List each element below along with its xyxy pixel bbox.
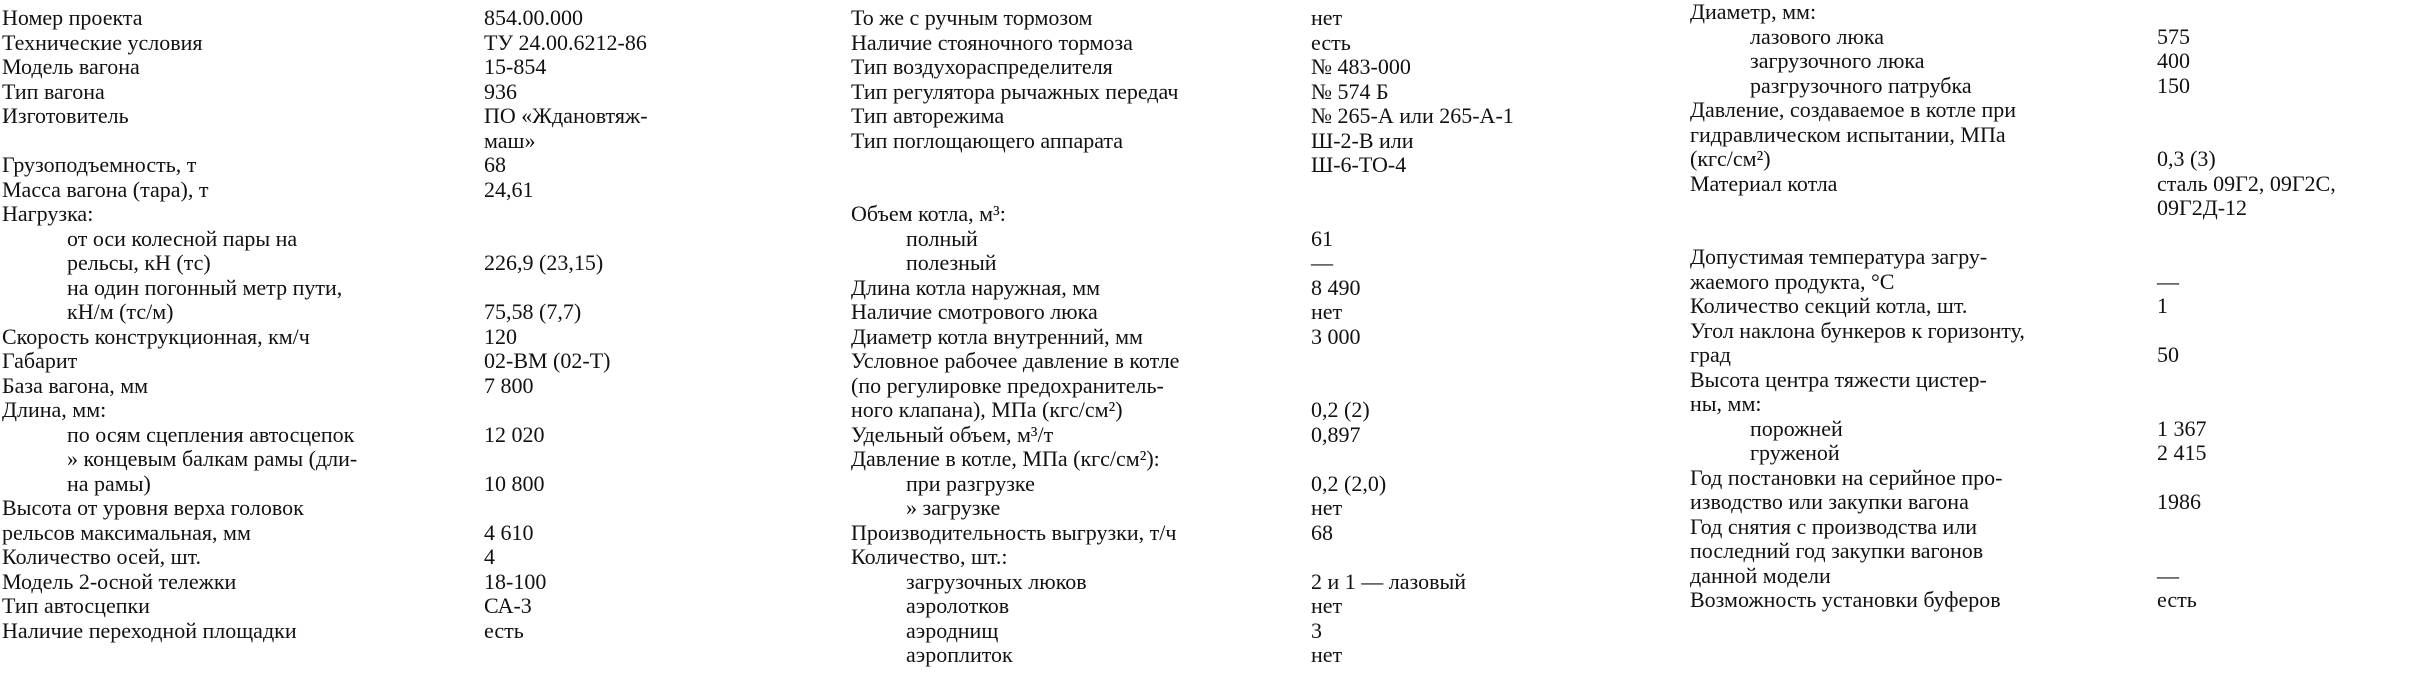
spec-label: Количество секций котла, шт. (1690, 293, 1968, 318)
spec-label: Возможность установки буферов (1690, 587, 2001, 612)
spec-row (851, 398, 1591, 422)
spec-value: нет (1311, 495, 1343, 520)
spec-label: Наличие смотрового люка (851, 299, 1098, 324)
spec-row (851, 447, 1591, 471)
spec-row (851, 521, 1591, 545)
spec-row (1690, 564, 2430, 588)
spec-row (851, 545, 1591, 569)
spec-row (1690, 417, 2430, 441)
spec-row (851, 276, 1591, 300)
spec-row (2, 472, 702, 496)
spec-label: Грузоподъемность, т (2, 152, 197, 177)
spec-row (851, 6, 1591, 30)
spec-row (2, 619, 702, 643)
spec-row (851, 619, 1591, 643)
spec-value: 75,58 (7,7) (484, 299, 582, 324)
spec-row (1690, 196, 2430, 220)
spec-value: 1 367 (2157, 415, 2207, 441)
spec-label: разгрузочного патрубка (1750, 72, 1972, 98)
spec-label: Модель 2-осной тележки (2, 568, 237, 594)
spec-row (851, 374, 1591, 398)
spec-row (1690, 74, 2430, 98)
spec-row (2, 398, 702, 422)
spec-row (851, 496, 1591, 520)
spec-row (1690, 368, 2430, 392)
spec-label: полный (906, 225, 978, 251)
spec-column-2 (851, 0, 1591, 697)
spec-row (2, 227, 702, 251)
spec-row (1690, 515, 2430, 539)
spec-label: Год снятия с производства или (1690, 513, 1978, 539)
spec-value: 7 800 (484, 372, 534, 398)
spec-column-3 (1690, 0, 2430, 697)
spec-row (2, 178, 702, 202)
spec-value: 936 (484, 78, 517, 104)
spec-label: Диаметр, мм: (1690, 0, 1817, 24)
spec-row (2, 570, 702, 594)
spec-value: 2 и 1 — лазовый (1311, 568, 1467, 594)
spec-row (851, 643, 1591, 667)
spec-value: 10 800 (484, 470, 545, 496)
spec-label: » концевым балкам рамы (дли- (67, 446, 358, 471)
spec-label: кН/м (тс/м) (67, 299, 174, 324)
spec-row (1690, 319, 2430, 343)
spec-label: при разгрузке (906, 470, 1035, 496)
spec-label: Диаметр котла внутренний, мм (851, 323, 1143, 349)
spec-row (2, 521, 702, 545)
spec-value: 02-ВМ (02-Т) (484, 348, 611, 373)
spec-label: Тип автосцепки (2, 593, 150, 618)
spec-label: жаемого продукта, °С (1690, 268, 1895, 294)
spec-row (2, 202, 702, 226)
spec-label: Наличие переходной площадки (2, 617, 297, 643)
spec-value: 0,3 (3) (2157, 146, 2216, 171)
spec-value: есть (484, 617, 524, 643)
spec-label: Масса вагона (тара), т (2, 176, 209, 202)
spec-value: 1 (2157, 293, 2168, 318)
spec-row (1690, 270, 2430, 294)
spec-label: Скорость конструкционная, км/ч (2, 323, 310, 349)
spec-label: Модель вагона (2, 54, 140, 79)
spec-row (1690, 539, 2430, 563)
spec-value: СА-3 (484, 593, 532, 618)
spec-label: Длина котла наружная, мм (851, 274, 1101, 300)
spec-row (851, 55, 1591, 79)
spec-label: полезный (906, 250, 997, 275)
spec-label: (кгс/см²) (1690, 146, 1771, 171)
spec-row (851, 129, 1591, 153)
spec-value: 24,61 (484, 176, 534, 202)
spec-label: То же с ручным тормозом (851, 5, 1093, 30)
spec-value: 400 (2157, 48, 2190, 73)
spec-row (851, 325, 1591, 349)
spec-value: Ш-2-В или (1311, 127, 1414, 153)
spec-row (851, 570, 1591, 594)
spec-label: Тип воздухораспределителя (851, 54, 1113, 79)
spec-value: Ш-6-ТО-4 (1311, 152, 1407, 177)
spec-label: Объем котла, м³: (851, 201, 1006, 226)
spec-row (1690, 294, 2430, 318)
spec-value: нет (1311, 593, 1343, 618)
spec-row (2, 496, 702, 520)
spec-value: 61 (1311, 225, 1333, 251)
spec-label: рельсов максимальная, мм (2, 519, 251, 545)
spec-label: лазового люка (1750, 23, 1885, 49)
spec-row (1690, 466, 2430, 490)
spec-value: 15-854 (484, 54, 547, 79)
spec-value: 120 (484, 323, 517, 349)
spec-label: Производительность выгрузки, т/ч (851, 519, 1177, 545)
spec-label: ного клапана), МПа (кгс/см²) (851, 397, 1123, 422)
spec-value: 2 415 (2157, 440, 2207, 465)
spec-value: 09Г2Д-12 (2157, 195, 2248, 220)
spec-value: ТУ 24.00.6212-86 (484, 29, 647, 55)
spec-row (1690, 123, 2430, 147)
spec-row (851, 472, 1591, 496)
spec-row (851, 202, 1591, 226)
spec-row (851, 80, 1591, 104)
spec-label: Давление в котле, МПа (кгс/см²): (851, 446, 1160, 471)
spec-value: 150 (2157, 72, 2190, 98)
spec-value: маш» (484, 127, 536, 153)
spec-label: от оси колесной пары на (67, 225, 298, 251)
spec-value: 68 (1311, 519, 1333, 545)
spec-label: База вагона, мм (2, 372, 149, 398)
spec-row (851, 349, 1591, 373)
spec-label: Количество осей, шт. (2, 544, 202, 569)
spec-value: — (2157, 268, 2179, 294)
spec-value: 575 (2157, 23, 2190, 49)
spec-label: гидравлическом испытании, МПа (1690, 121, 2006, 147)
spec-label: Высота от уровня верха головок (2, 495, 304, 520)
spec-value: № 574 Б (1311, 78, 1389, 104)
spec-row (2, 447, 702, 471)
spec-value: 3 000 (1311, 323, 1361, 349)
spec-label: порожней (1750, 415, 1843, 441)
spec-label: на рамы) (67, 470, 151, 496)
spec-label: Номер проекта (2, 5, 143, 30)
spec-row (2, 374, 702, 398)
spec-value: сталь 09Г2, 09Г2С, (2157, 170, 2336, 196)
spec-row (2, 104, 702, 128)
spec-row (1690, 0, 2430, 24)
spec-label: груженой (1750, 440, 1840, 465)
spec-value: 12 020 (484, 421, 545, 447)
spec-label: Удельный объем, м³/т (851, 421, 1054, 447)
spec-label: Количество, шт.: (851, 544, 1008, 569)
spec-row (1690, 588, 2430, 612)
spec-row (2, 153, 702, 177)
spec-row (1690, 147, 2430, 171)
spec-label: Допустимая температура загру- (1690, 244, 1988, 269)
spec-value: 8 490 (1311, 274, 1361, 300)
spec-label: Условное рабочее давление в котле (851, 348, 1180, 373)
spec-row (1690, 98, 2430, 122)
spec-label: данной модели (1690, 562, 1831, 588)
spec-row (851, 31, 1591, 55)
spec-label: по осям сцепления автосцепок (67, 421, 355, 447)
spec-value: 1986 (2157, 489, 2201, 514)
spec-row (851, 300, 1591, 324)
spec-label: град (1690, 342, 1731, 367)
spec-label: аэролотков (906, 593, 1010, 618)
spec-column-1 (2, 0, 702, 697)
spec-value: 68 (484, 152, 506, 177)
spec-label: Высота центра тяжести цистер- (1690, 366, 1987, 392)
spec-label: Материал котла (1690, 170, 1838, 196)
spec-value: № 265-А или 265-А-1 (1311, 103, 1514, 128)
spec-label: последний год закупки вагонов (1690, 538, 1984, 563)
spec-row (851, 178, 1591, 202)
spec-row (1690, 172, 2430, 196)
spec-label: » загрузке (906, 495, 1001, 520)
spec-row (1690, 49, 2430, 73)
spec-row (2, 6, 702, 30)
spec-value: 854.00.000 (484, 5, 583, 30)
spec-row (2, 594, 702, 618)
spec-label: Габарит (2, 348, 78, 373)
spec-row (1690, 343, 2430, 367)
spec-row (851, 251, 1591, 275)
spec-row (2, 545, 702, 569)
spec-row (2, 129, 702, 153)
spec-label: загрузочного люка (1750, 48, 1925, 73)
spec-value: 0,2 (2) (1311, 397, 1370, 422)
spec-value: есть (2157, 587, 2197, 612)
spec-value: 18-100 (484, 568, 547, 594)
spec-label: Изготовитель (2, 103, 129, 128)
spec-label: Технические условия (2, 29, 203, 55)
spec-row (851, 104, 1591, 128)
spec-label: Угол наклона бункеров к горизонту, (1690, 317, 2025, 343)
spec-value: 0,2 (2,0) (1311, 470, 1387, 496)
spec-value: № 483-000 (1311, 54, 1411, 79)
spec-row (1690, 441, 2430, 465)
spec-row (2, 325, 702, 349)
spec-label: на один погонный метр пути, (67, 274, 343, 300)
spec-label: Тип регулятора рычажных передач (851, 78, 1179, 104)
spec-value: 0,897 (1311, 421, 1361, 447)
spec-row (1690, 25, 2430, 49)
spec-label: Давление, создаваемое в котле при (1690, 97, 2017, 122)
spec-row (1690, 221, 2430, 245)
spec-row (851, 423, 1591, 447)
spec-value: есть (1311, 29, 1351, 55)
spec-label: Наличие стояночного тормоза (851, 29, 1133, 55)
spec-label: Тип авторежима (851, 103, 1005, 128)
spec-row (851, 227, 1591, 251)
spec-row (851, 153, 1591, 177)
spec-value: — (2157, 562, 2179, 588)
spec-label: Тип поглощающего аппарата (851, 127, 1124, 153)
spec-row (2, 55, 702, 79)
spec-value: — (1311, 250, 1333, 275)
spec-row (851, 594, 1591, 618)
spec-row (2, 349, 702, 373)
spec-value: 4 610 (484, 519, 534, 545)
spec-row (2, 31, 702, 55)
spec-row (2, 251, 702, 275)
spec-row (1690, 392, 2430, 416)
spec-value: 226,9 (23,15) (484, 250, 604, 275)
spec-row (2, 80, 702, 104)
spec-row (2, 276, 702, 300)
spec-value: ПО «Ждановтяж- (484, 103, 648, 128)
spec-label: изводство или закупки вагона (1690, 489, 1969, 514)
spec-row (2, 300, 702, 324)
spec-label: аэроплиток (906, 642, 1013, 667)
spec-label: загрузочных люков (906, 568, 1087, 594)
spec-value: 4 (484, 544, 495, 569)
spec-value: нет (1311, 299, 1343, 324)
spec-label: Год постановки на серийное про- (1690, 464, 2003, 490)
spec-row (1690, 490, 2430, 514)
spec-value: нет (1311, 642, 1343, 667)
spec-value: нет (1311, 5, 1343, 30)
spec-row (2, 423, 702, 447)
spec-label: (по регулировке предохранитель- (851, 372, 1164, 398)
spec-label: аэроднищ (906, 617, 999, 643)
spec-label: Тип вагона (2, 78, 105, 104)
spec-label: Длина, мм: (2, 397, 107, 422)
spec-row (1690, 245, 2430, 269)
spec-value: 3 (1311, 617, 1322, 643)
spec-label: Нагрузка: (2, 201, 94, 226)
spec-label: ны, мм: (1690, 391, 1762, 416)
spec-value: 50 (2157, 342, 2179, 367)
spec-label: рельсы, кН (тс) (67, 250, 211, 275)
